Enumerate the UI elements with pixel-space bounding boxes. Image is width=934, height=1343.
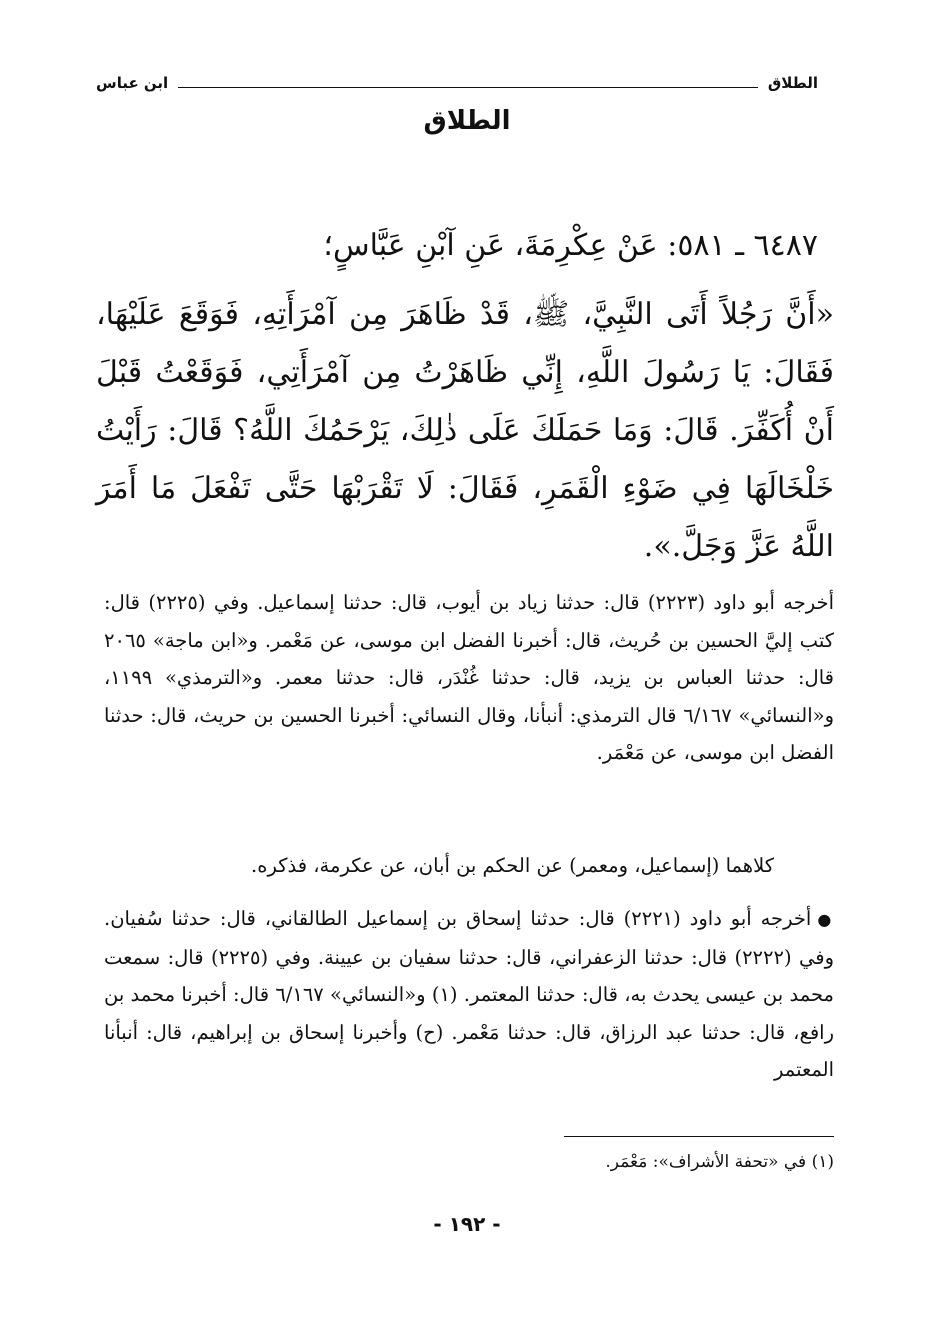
footnote: (١) في «تحفة الأشراف»: مَعْمَر.: [605, 1152, 834, 1172]
page-number: - ١٩٢ -: [433, 1212, 501, 1236]
commentary-paragraph-3-text: أخرجه أبو داود (٢٢٢١) قال: حدثنا إسحاق بن إسماعيل الطالقاني، قال: حدثنا سُفيان. وفي (٢٢٢٢) قال: حدثنا الزعفراني، قال: حدثنا سفيان بن عيينة. وفي (٢٢٢٥) قال: سمعت محمد بن عيسى يحدث به، قال: حدثنا المعتمر. (١) و«النسائي» ٦/١٦٧ قال: أخبرنا محمد بن رافع، قال: حدثنا عبد الرزاق، قال: حدثنا مَعْمر. (ح) وأخبرنا إسحاق بن إبراهيم، قال: أنبأنا المعتمر: [104, 907, 835, 1081]
header-rule: [178, 87, 758, 88]
chapter-title: الطلاق: [423, 106, 511, 136]
header-narrator-name: ابن عباس: [96, 74, 169, 92]
commentary-paragraph-1: أخرجه أبو داود (٢٢٢٣) قال: حدثنا زياد بن أيوب، قال: حدثنا إسماعيل. وفي (٢٢٢٥) قال: كتب إليَّ الحسين بن حُريث، قال: أخبرنا الفضل ابن موسى، عن مَعْمر. و«ابن ماجة» ٢٠٦٥ قال: حدثنا العباس بن يزيد، قال: حدثنا غُنْدَر، قال: حدثنا معمر. و«الترمذي» ١١٩٩، و«النسائي» ٦/١٦٧ قال الترمذي: أنبأنا، وقال النسائي: أخبرنا الحسين بن حريث، قال: حدثنا الفضل ابن موسى، عن مَعْمَر.: [104, 591, 834, 764]
bullet-icon: ●: [817, 910, 834, 929]
commentary-paragraph-3: [104, 900, 834, 1089]
commentary-paragraph-2: كلاهما (إسماعيل، ومعمر) عن الحكم بن أبان، عن عكرمة، فذكره.: [251, 854, 774, 877]
hadith-text: «أَنَّ رَجُلاً أَتَى النَّبِيَّ، ﷺ، قَدْ ظَاهَرَ مِن آمْرَأَتِهِ، فَوَقَعَ عَلَيْهَا، فَقَالَ: يَا رَسُولَ اللَّهِ، إِنِّي ظَاهَرْتُ مِن آمْرَأَتِي، فَوَقَعْتُ قَبْلَ أَنْ أُكَفِّرَ. قَالَ: وَمَا حَمَلَكَ عَلَى ذٰلِكَ، يَرْحَمُكَ اللَّهُ؟ قَالَ: رَأَيْتُ خَلْخَالَهَا فِي ضَوْءِ الْقَمَرِ، فَقَالَ: لَا تَقْرَبْهَا حَتَّى تَفْعَلَ مَا أَمَرَ اللَّهُ عَزَّ وَجَلَّ.».: [96, 297, 834, 564]
footnote-separator: [564, 1136, 834, 1137]
running-header: [96, 70, 818, 96]
hadith-heading: ٦٤٨٧ ـ ٥٨١: عَنْ عِكْرِمَةَ، عَنِ آبْنِ عَبَّاسٍ؛: [323, 228, 818, 263]
header-chapter-name: الطلاق: [767, 74, 818, 92]
